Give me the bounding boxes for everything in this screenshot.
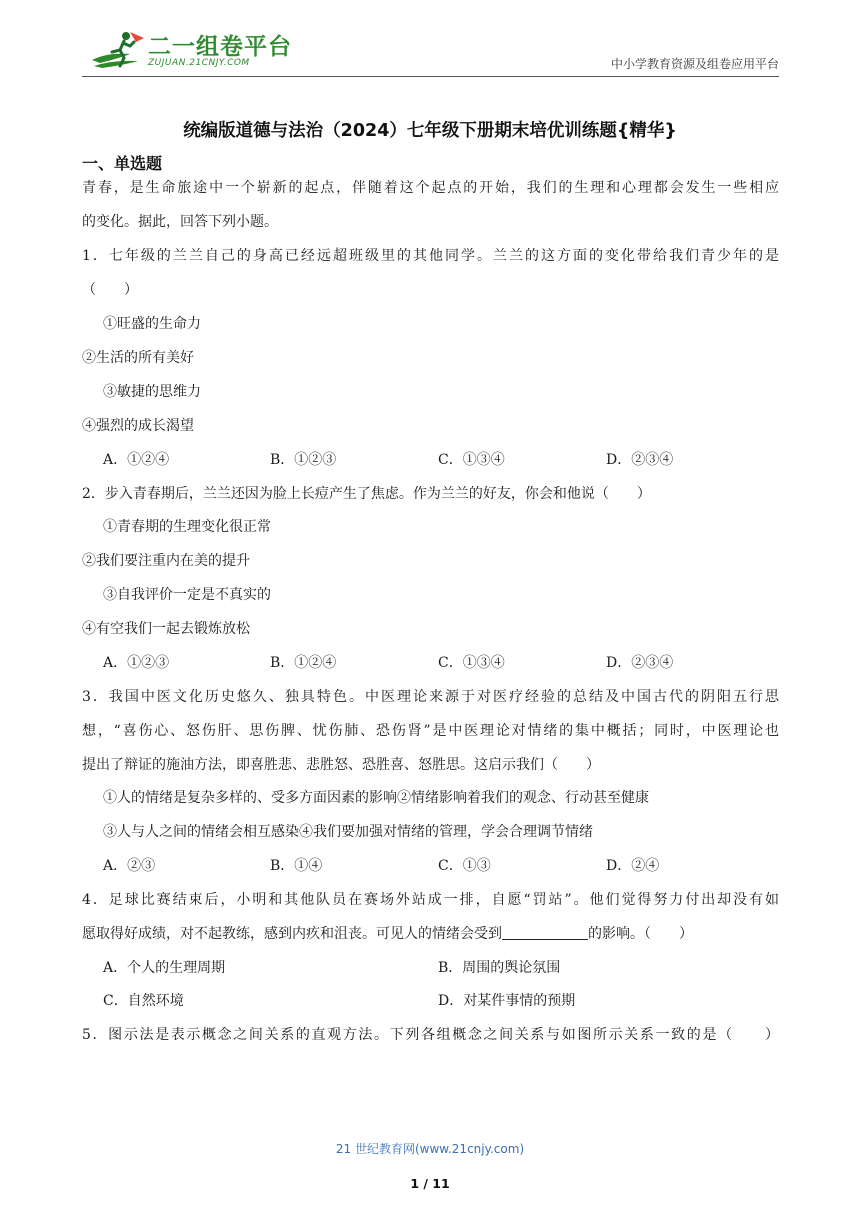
answer-blank[interactable] [502, 925, 588, 940]
footer-site-link[interactable]: 21 世纪教育网(www.21cnjy.com) [335, 1142, 525, 1156]
question-3-stem: 想，“喜伤心、怒伤肝、思伤脾、忧伤肺、恐伤肾”是中医理论对情绪的集中概括；同时，中医理论也 [82, 723, 779, 739]
intro-line: 的变化。据此，回答下列小题。 [82, 214, 278, 230]
question-3-stem: 提出了辩证的施油方法，即喜胜悲、悲胜怒、恐胜喜、怒胜思。这启示我们（ ） [82, 757, 600, 773]
question-5-stem: 5．图示法是表示概念之间关系的直观方法。下列各组概念之间关系与如图所示关系一致的是（ ） [82, 1027, 779, 1043]
question-1-item: ④强烈的成长渴望 [82, 418, 194, 434]
question-2-option-b[interactable]: B．①②④ [270, 655, 337, 671]
question-2-item: ②我们要注重内在美的提升 [82, 553, 250, 569]
question-4-option-c[interactable]: C．自然环境 [103, 993, 184, 1009]
question-3-option-b[interactable]: B．①④ [270, 858, 323, 874]
question-1-option-a[interactable]: A．①②④ [103, 452, 170, 468]
question-1-stem: 1．七年级的兰兰自己的身高已经远超班级里的其他同学。兰兰的这方面的变化带给我们青少年的是 [82, 248, 779, 264]
question-3-option-a[interactable]: A．②③ [103, 858, 156, 874]
logo-title: 二一组卷平台 [148, 34, 292, 60]
question-2-option-a[interactable]: A．①②③ [103, 655, 170, 671]
question-3-option-d[interactable]: D．②④ [606, 858, 660, 874]
question-2-item: ④有空我们一起去锻炼放松 [82, 621, 250, 637]
question-1-item: ②生活的所有美好 [82, 350, 194, 366]
question-3-option-c[interactable]: C．①③ [438, 858, 491, 874]
question-3-item: ①人的情绪是复杂多样的、受多方面因素的影响②情绪影响着我们的观念、行动甚至健康 [103, 790, 649, 806]
question-1-option-c[interactable]: C．①③④ [438, 452, 505, 468]
document-title: 统编版道德与法治（2024）七年级下册期末培优训练题{精华} [183, 121, 677, 141]
question-4-stem-line [82, 924, 693, 944]
question-4-stem: 4．足球比赛结束后，小明和其他队员在赛场外站成一排，自愿“罚站”。他们觉得努力付出却没有如 [82, 892, 779, 908]
question-4-stem: 的影响。（ ） [588, 926, 693, 942]
question-1-item: ③敏捷的思维力 [103, 384, 201, 400]
page-number: 1 / 11 [410, 1176, 450, 1191]
question-2-option-d[interactable]: D．②③④ [606, 655, 674, 671]
question-2-item: ③自我评价一定是不真实的 [103, 587, 271, 603]
intro-line: 青春，是生命旅途中一个崭新的起点，伴随着这个起点的开始，我们的生理和心理都会发生一些相应 [82, 180, 779, 196]
question-2-stem: 2．步入青春期后，兰兰还因为脸上长痘产生了焦虑。作为兰兰的好友，你会和他说（ ） [82, 486, 651, 502]
question-1-option-b[interactable]: B．①②③ [270, 452, 337, 468]
question-1-stem: （ ） [82, 282, 138, 298]
question-4-stem: 愿取得好成绩，对不起教练，感到内疚和沮丧。可见人的情绪会受到 [82, 926, 502, 942]
question-4-option-a[interactable]: A．个人的生理周期 [103, 960, 226, 976]
platform-tagline: 中小学教育资源及组卷应用平台 [610, 57, 779, 71]
section-heading: 一、单选题 [82, 154, 163, 173]
question-2-item: ①青春期的生理变化很正常 [103, 519, 271, 535]
question-4-option-d[interactable]: D．对某件事情的预期 [438, 993, 576, 1009]
question-1-option-d[interactable]: D．②③④ [606, 452, 674, 468]
question-4-option-b[interactable]: B．周围的舆论氛围 [438, 960, 561, 976]
logo-subtitle: ZUJUAN.21CNJY.COM [148, 58, 250, 68]
question-3-item: ③人与人之间的情绪会相互感染④我们要加强对情绪的管理，学会合理调节情绪 [103, 824, 593, 840]
question-3-stem: 3．我国中医文化历史悠久、独具特色。中医理论来源于对医疗经验的总结及中国古代的阴阳五行思 [82, 689, 779, 705]
page-header [82, 26, 779, 77]
question-2-option-c[interactable]: C．①③④ [438, 655, 505, 671]
question-1-item: ①旺盛的生命力 [103, 316, 201, 332]
runner-logo-icon [90, 30, 146, 72]
site-logo[interactable] [82, 26, 292, 74]
